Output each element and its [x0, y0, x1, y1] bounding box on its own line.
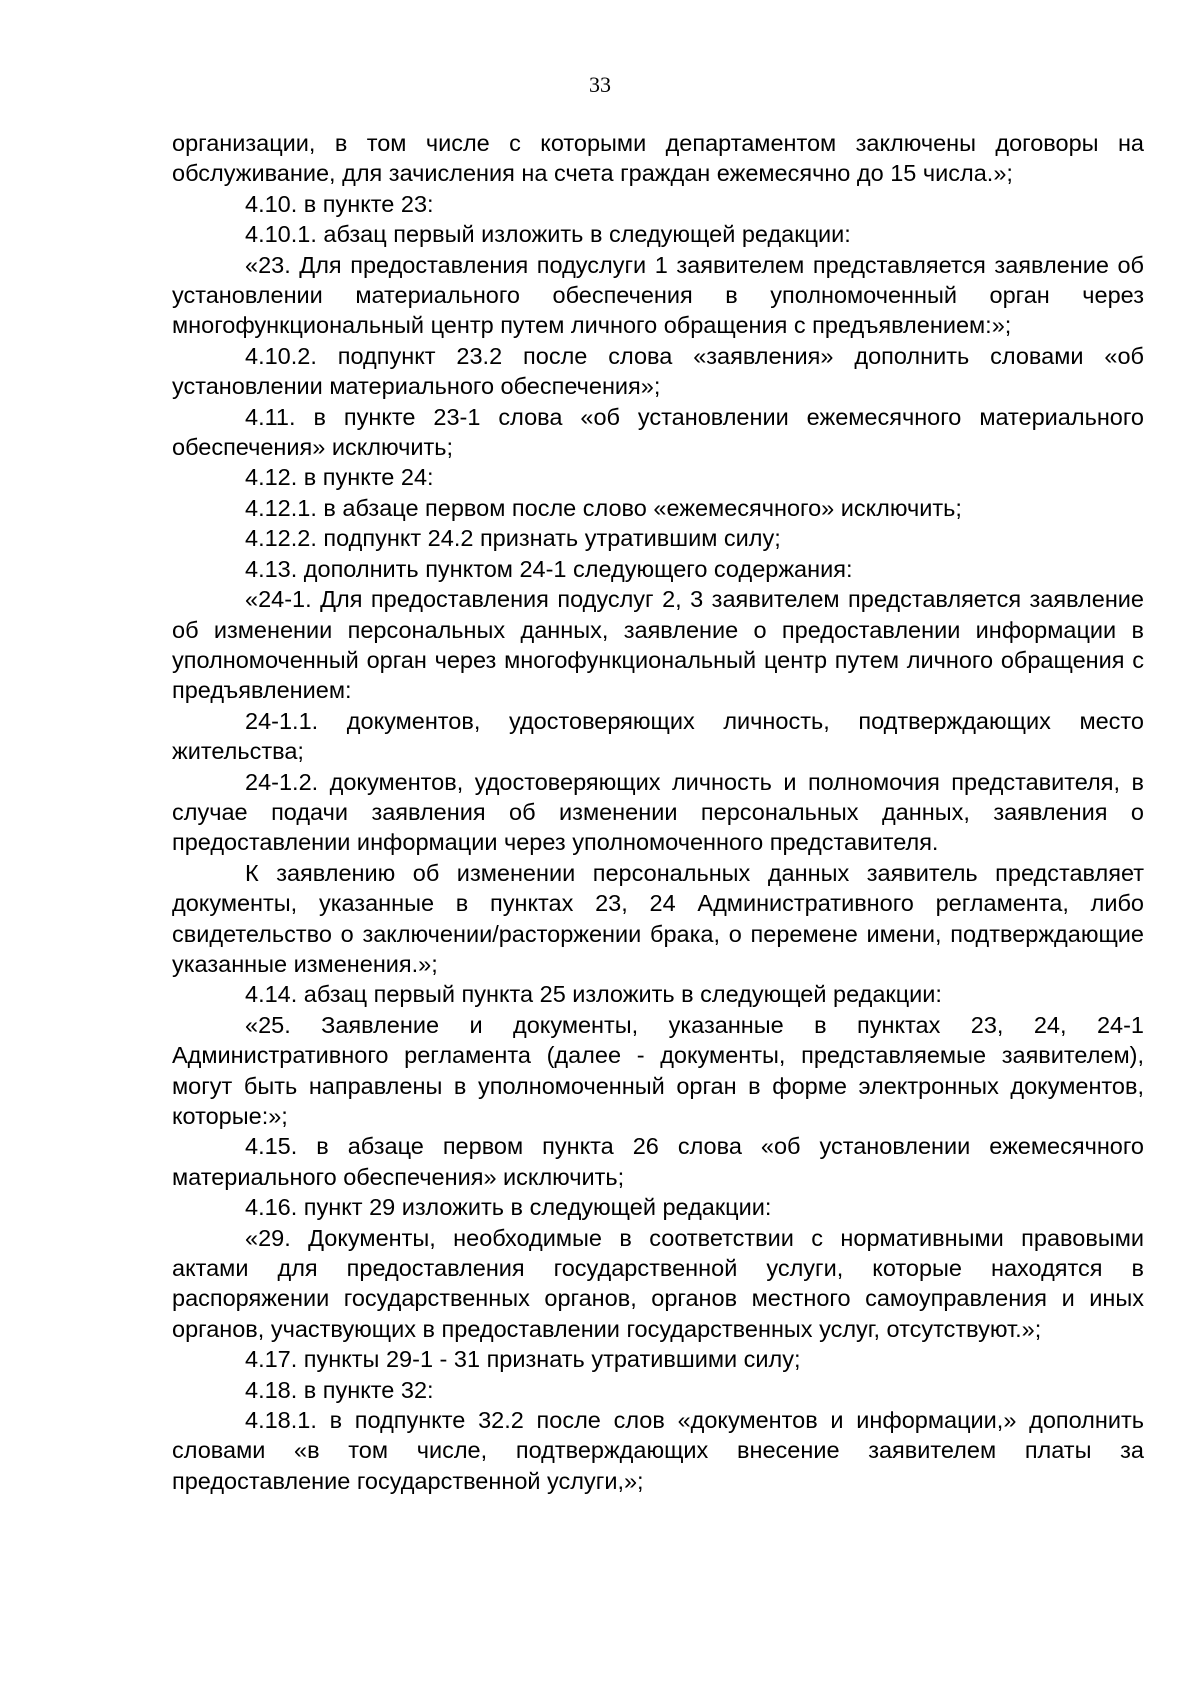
paragraph: 4.18. в пункте 32:: [245, 1376, 434, 1403]
paragraph: «25. Заявление и документы, указанные в пунктах 23, 24, 24-1 Административного регламента (далее - документы, представляемые заявителем), могут быть направлены в уполномоченный орган в форме электронных документов, которые:»;: [172, 1011, 1144, 1129]
paragraph: 4.10.2. подпункт 23.2 после слова «заявления» дополнить словами «об установлении материального обеспечения»;: [172, 342, 1144, 400]
paragraph: «23. Для предоставления подуслуги 1 заявителем представляется заявление об установлении материального обеспечения в уполномоченный орган через многофункциональный центр путем личного обращения с предъявлением:»;: [172, 251, 1144, 339]
paragraph: 4.18.1. в подпункте 32.2 после слов «документов и информации,» дополнить словами «в том числе, подтверждающих внесение заявителем платы за предоставление государственной услуги,»;: [172, 1407, 1144, 1494]
paragraph: 4.10. в пункте 23:: [245, 190, 434, 217]
paragraph: 4.17. пункты 29-1 - 31 признать утратившими силу;: [245, 1346, 801, 1373]
paragraph: 4.10.1. абзац первый изложить в следующей редакции:: [245, 221, 851, 248]
paragraph: 24-1.1. документов, удостоверяющих личность, подтверждающих место жительства;: [172, 707, 1144, 765]
paragraph: 4.16. пункт 29 изложить в следующей редакции:: [245, 1194, 772, 1221]
paragraph: 4.11. в пункте 23-1 слова «об установлении ежемесячного материального обеспечения» исключить;: [172, 403, 1144, 461]
paragraph: 4.12.1. в абзаце первом после слово «ежемесячного» исключить;: [245, 494, 962, 521]
paragraph: 4.15. в абзаце первом пункта 26 слова «об установлении ежемесячного материального обеспечения» исключить;: [172, 1133, 1144, 1190]
document-body: [172, 128, 1144, 1496]
paragraph: К заявлению об изменении персональных данных заявитель представляет документы, указанные в пунктах 23, 24 Административного регламента, либо свидетельство о заключении/расторжении брака, о перемене имени, подтверждающие указанные изменения.»;: [172, 859, 1144, 977]
paragraph: «24-1. Для предоставления подуслуг 2, 3 заявителем представляется заявление об изменении персональных данных, заявление о предоставлении информации в уполномоченный орган через многофункциональный центр путем личного обращения с предъявлением:: [172, 586, 1144, 704]
paragraph: «29. Документы, необходимые в соответствии с нормативными правовыми актами для предоставления государственной услуги, которые находятся в распоряжении государственных органов, органов местного самоуправления и иных органов, участвующих в предоставлении государственных услуг, отсутствуют.»;: [172, 1224, 1144, 1342]
paragraph: 4.14. абзац первый пункта 25 изложить в следующей редакции:: [245, 981, 942, 1008]
paragraph: 4.12.2. подпункт 24.2 признать утратившим силу;: [245, 525, 781, 552]
paragraph: 4.13. дополнить пунктом 24-1 следующего содержания:: [245, 555, 853, 582]
paragraph: 4.12. в пункте 24:: [245, 464, 434, 491]
paragraph: 24-1.2. документов, удостоверяющих личность и полномочия представителя, в случае подачи заявления об изменении персональных данных, заявления о предоставлении информации через уполномоченного представителя.: [172, 768, 1144, 856]
paragraph: организации, в том числе с которыми департаментом заключены договоры на обслуживание, для зачисления на счета граждан ежемесячно до 15 числа.»;: [172, 130, 1144, 187]
page-number: 33: [589, 72, 611, 97]
